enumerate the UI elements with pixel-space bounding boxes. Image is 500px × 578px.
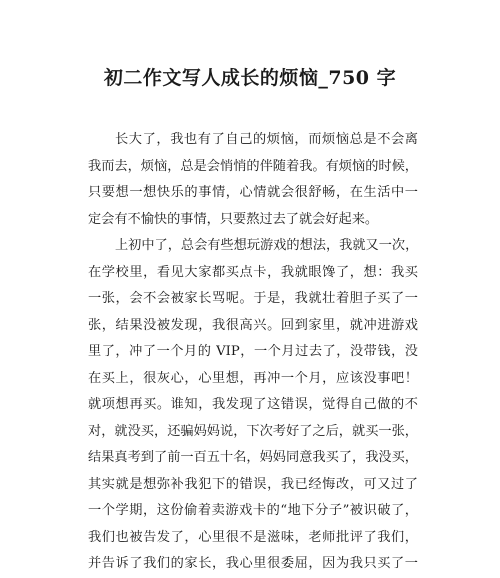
paragraph-1 — [88, 127, 418, 233]
document-body — [88, 127, 418, 578]
document-title: 初二作文写人成长的烦恼_750 字 — [103, 67, 397, 89]
text-line: 就项想再买。谁知，我发现了这错误，觉得自己做的不 — [88, 397, 418, 412]
text-line: 只要想一想快乐的事情，心情就会很舒畅，在生活中一 — [88, 185, 418, 200]
text-line: 结果真考到了前一百五十名，妈妈同意我买了，我没买， — [88, 450, 418, 465]
text-line: 我们也被告发了，心里很不是滋味，老师批评了我们， — [88, 529, 418, 545]
text-line: 对，就没买，还骗妈妈说，下次考好了之后，就买一张， — [88, 423, 418, 439]
text-line: 一张，会不会被家长骂呢。于是，我就壮着胆子买了一 — [88, 291, 418, 306]
text-line: 张，结果没被发现，我很高兴。回到家里，就冲进游戏 — [88, 317, 418, 333]
text-line: 在学校里，看见大家都买点卡，我就眼馋了，想：我买 — [88, 264, 418, 280]
text-line: 里了，冲了一个月的 VIP，一个月过去了，没带钱，没 — [88, 344, 418, 359]
paragraph-2 — [88, 233, 418, 578]
text-line: 上初中了，总会有些想玩游戏的想法，我就又一次， — [115, 238, 419, 253]
text-line: 一个学期，这份偷着卖游戏卡的“地下分子”被识破了， — [88, 503, 418, 518]
text-line: 其实就是想弥补我犯下的错误，我已经悔改，可又过了 — [88, 476, 418, 492]
text-line: 长大了，我也有了自己的烦恼，而烦恼总是不会离 — [115, 132, 418, 147]
text-line: 并告诉了我们的家长，我心里很委屈，因为我只买了一 — [88, 556, 418, 571]
text-line: 我而去，烦恼，总是会悄悄的伴随着我。有烦恼的时候， — [88, 158, 418, 174]
text-line: 定会有不愉快的事情，只要熬过去了就会好起来。 — [88, 211, 379, 227]
text-line: 在买上，很灰心，心里想，再冲一个月，应该没事吧！ — [88, 370, 418, 386]
